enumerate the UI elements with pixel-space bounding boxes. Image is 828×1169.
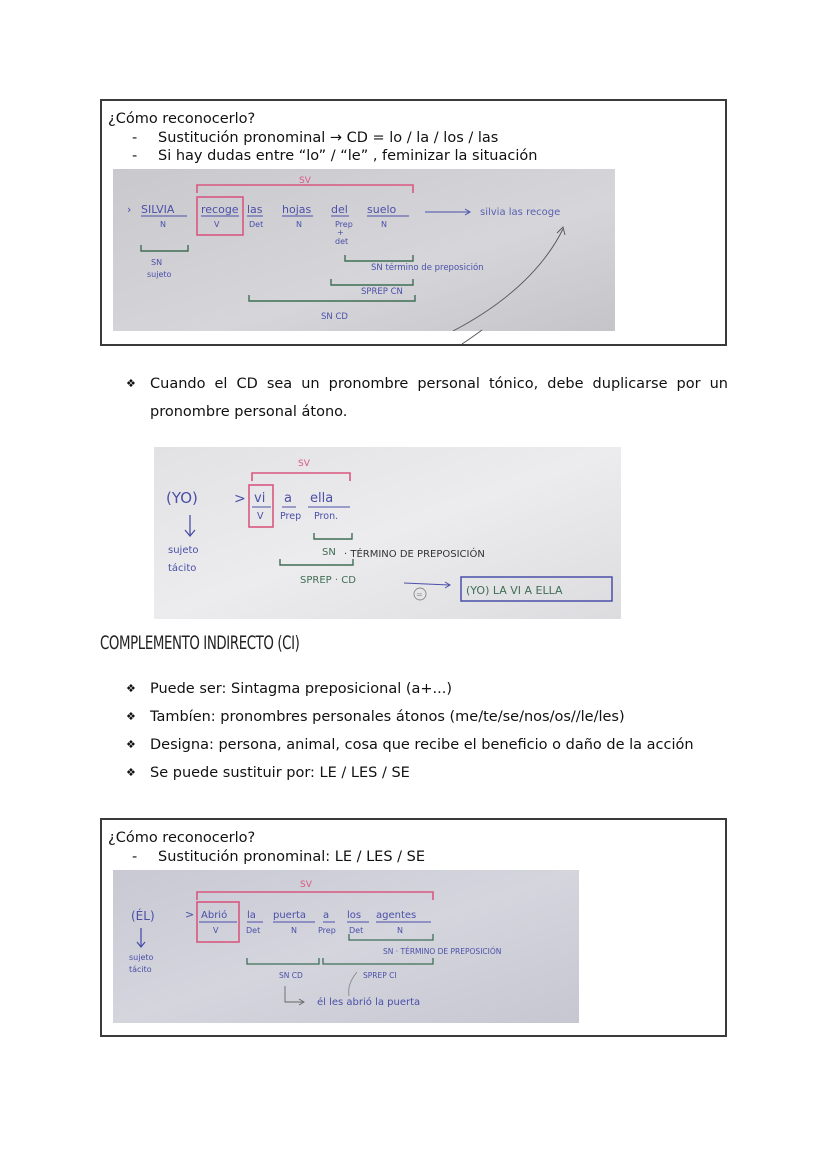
ci-bullet: ❖ Designa: persona, animal, cosa que recibe el beneficio o daño de la acción	[126, 731, 694, 759]
svg-text:Prep: Prep	[280, 511, 302, 522]
svg-text:(YO) LA VI A ELLA: (YO) LA VI A ELLA	[466, 584, 563, 597]
svg-text:(YO): (YO)	[166, 489, 198, 507]
diamond-bullet-icon: ❖	[126, 377, 136, 390]
diamond-bullet-icon: ❖	[126, 682, 136, 695]
box-title: ¿Cómo reconocerlo?	[108, 111, 256, 127]
svg-text:Pron.: Pron.	[314, 511, 339, 522]
diamond-bullet-icon: ❖	[126, 710, 136, 723]
diamond-bullet-icon: ❖	[126, 766, 136, 779]
ci-recognition-box	[100, 818, 727, 1037]
svg-text:N: N	[296, 220, 302, 229]
svg-text:SN CD: SN CD	[279, 971, 303, 980]
svg-text:›: ›	[127, 203, 132, 216]
svg-text:hojas: hojas	[282, 203, 312, 216]
box-line: - Sustitución pronominal: LE / LES / SE	[132, 849, 425, 865]
svg-text:SN CD: SN CD	[321, 312, 348, 322]
ci-bullet: ❖ Puede ser: Sintagma preposicional (a+...)	[126, 675, 452, 703]
syntax-diagram-photo-3	[113, 870, 579, 1023]
box-line: - Si hay dudas entre “lo” / “le” , feminizar la situación	[132, 148, 538, 164]
syntax-diagram-photo-2	[154, 447, 621, 619]
svg-text:Prep: Prep	[335, 220, 353, 229]
svg-text:(ÉL): (ÉL)	[131, 909, 155, 923]
svg-text:SV: SV	[300, 880, 312, 890]
svg-text:SILVIA: SILVIA	[141, 203, 175, 216]
section-heading: COMPLEMENTO INDIRECTO (CI)	[100, 632, 300, 654]
svg-text:V: V	[213, 926, 219, 935]
svg-text:SPREP CI: SPREP CI	[363, 971, 397, 980]
svg-text:puerta: puerta	[273, 910, 306, 921]
svg-text:N: N	[160, 220, 166, 229]
ci-bullet: ❖ Tambíen: pronombres personales átonos (me/te/se/nos/os//le/les)	[126, 703, 625, 731]
svg-text:silvia las recoge: silvia las recoge	[480, 207, 561, 218]
svg-text:del: del	[331, 203, 348, 216]
box-title: ¿Cómo reconocerlo?	[108, 830, 256, 846]
cd-recognition-box	[100, 99, 727, 346]
svg-text:=: =	[416, 590, 423, 599]
svg-text:a: a	[323, 910, 330, 921]
svg-text:· TÉRMINO DE PREPOSICIÓN: · TÉRMINO DE PREPOSICIÓN	[344, 549, 485, 560]
arrow-tail-decoration	[460, 300, 500, 346]
svg-text:la: la	[247, 910, 256, 921]
svg-text:agentes: agentes	[376, 910, 417, 921]
svg-text:a: a	[284, 491, 292, 506]
svg-text:Abrió: Abrió	[201, 910, 228, 921]
svg-text:N: N	[291, 926, 297, 935]
svg-text:sujeto: sujeto	[168, 545, 199, 556]
svg-text:det: det	[335, 237, 349, 246]
svg-text:las: las	[247, 203, 263, 216]
svg-text:SN término de preposición: SN término de preposición	[371, 263, 484, 273]
svg-text:SN: SN	[151, 258, 163, 267]
svg-text:Prep: Prep	[318, 926, 336, 935]
sv-label: SV	[299, 176, 311, 186]
svg-text:SN: SN	[322, 547, 336, 558]
svg-text:tácito: tácito	[168, 563, 197, 574]
svg-text:SPREP · CD: SPREP · CD	[300, 575, 356, 586]
bullet-cd-tonic: ❖ Cuando el CD sea un pronombre personal tónico, debe duplicarse por un pronombre personal átono.	[126, 370, 728, 426]
svg-text:sujeto: sujeto	[129, 953, 154, 962]
svg-text:Det: Det	[249, 220, 264, 229]
svg-text:SN · TÉRMINO DE PREPOSICIÓN: SN · TÉRMINO DE PREPOSICIÓN	[383, 947, 502, 956]
svg-text:>: >	[185, 908, 195, 921]
svg-text:sujeto: sujeto	[147, 270, 172, 279]
svg-text:Det: Det	[246, 926, 261, 935]
box-line: - Sustitución pronominal → CD = lo / la / los / las	[132, 130, 499, 146]
svg-text:SV: SV	[298, 459, 310, 469]
svg-text:recoge: recoge	[201, 203, 239, 216]
svg-text:suelo: suelo	[367, 203, 397, 216]
svg-text:ella: ella	[310, 491, 334, 506]
svg-text:él les abrió la puerta: él les abrió la puerta	[317, 997, 421, 1008]
svg-text:N: N	[381, 220, 387, 229]
syntax-diagram-photo-1	[113, 169, 615, 331]
svg-text:tácito: tácito	[129, 965, 152, 974]
svg-text:+: +	[337, 228, 344, 237]
diamond-bullet-icon: ❖	[126, 738, 136, 751]
svg-text:V: V	[214, 220, 220, 229]
svg-text:>: >	[234, 491, 246, 507]
svg-text:vi: vi	[254, 491, 266, 506]
svg-text:SPREP CN: SPREP CN	[361, 287, 403, 297]
svg-text:los: los	[347, 910, 362, 921]
svg-text:V: V	[257, 511, 264, 522]
svg-text:N: N	[397, 926, 403, 935]
ci-bullet: ❖ Se puede sustituir por: LE / LES / SE	[126, 759, 410, 787]
svg-text:Det: Det	[349, 926, 364, 935]
